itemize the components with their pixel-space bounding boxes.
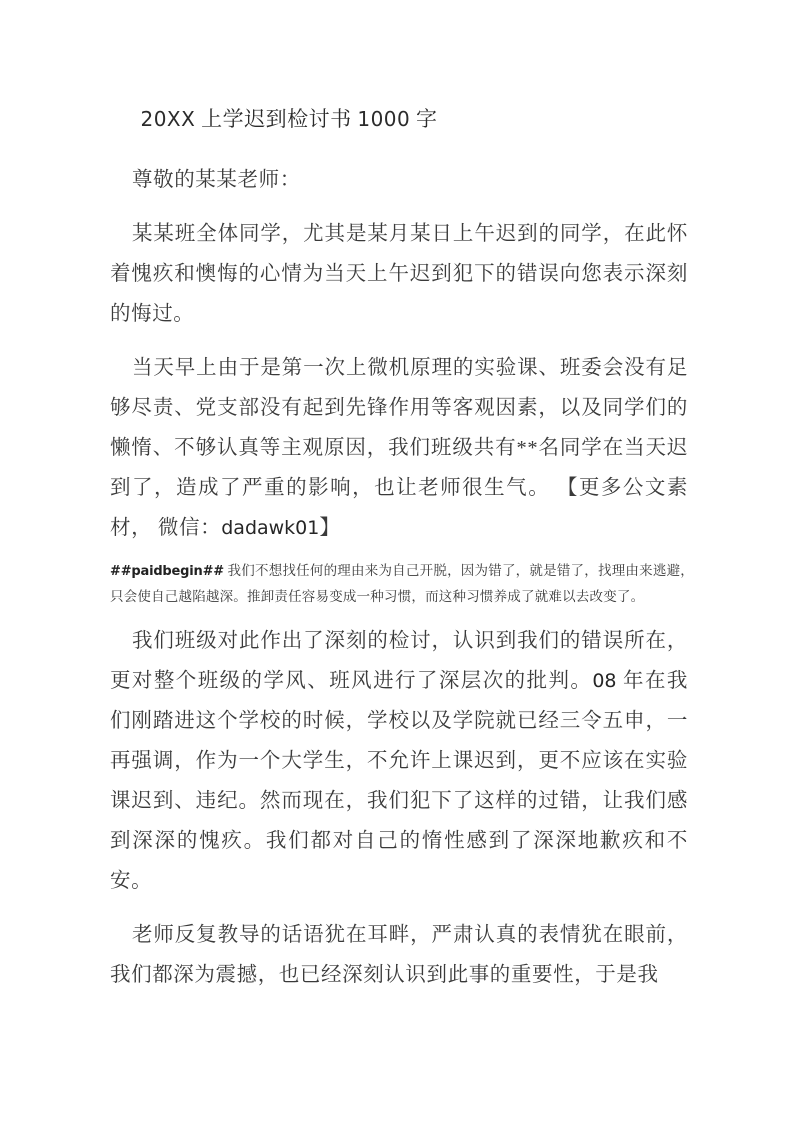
title-main-text: 上学迟到检讨书 [201,107,352,131]
title-year-prefix: 20XX [140,107,196,131]
paid-note-text: 我们不想找任何的理由来为自己开脱，因为错了，就是错了，找理由来逃避，只会使自己越陷越深。推卸责任容易变成一种习惯，而这种习惯养成了就难以去改变了。 [110,563,694,604]
salutation-paragraph: 尊敬的某某老师： [132,169,301,191]
paragraph-3-head: 我们班级对此作出了深刻的检讨，认识到我们的错误所在，更对整个班级的学风、班风进行了深层次的批判。 [110,630,688,692]
paragraph-2-text: 当天早上由于是第一次上微机原理的实验课、班委会没有足够尽责、党支部没有起到先锋作用等客观因素，以及同学们的懒惰、不够认真等主观原因，我们班级共有**名同学在当天迟到了，造成了严重的影响，也让老师很生气。 【更多公文素材， 微信： [110,357,688,539]
title-unit-character: 字 [416,107,438,131]
page-title [0,103,578,133]
paragraph-3-tail: 年在我们刚踏进这个学校的时候，学校以及学院就已经三令五申，一再强调，作为一个大学生，不允许上课迟到，更不应该在实验课迟到、违纪。然而现在，我们犯下了这样的过错，让我们感到深深的愧疚。我们都对自己的惰性感到了深深地歉疚和不安。 [110,670,688,892]
title-wordcount: 1000 [357,107,411,131]
wechat-handle: dadawk01 [221,517,320,539]
year-reference: 08 [592,670,617,692]
paid-content-note [110,558,694,609]
body-paragraph-3 [110,621,688,901]
paid-begin-marker: ##paidbegin## [110,564,224,579]
paragraph-stack [110,160,694,997]
body-paragraph-4: 老师反复教导的话语犹在耳畔，严肃认真的表情犹在眼前，我们都深为震撼，也已经深刻认识到此事的重要性，于是我 [110,924,688,986]
paragraph-2-bracket-close: 】 [319,517,341,539]
body-paragraph-1: 某某班全体同学，尤其是某月某日上午迟到的同学，在此怀着愧疚和懊悔的心情为当天上午迟到犯下的错误向您表示深刻的悔过。 [110,223,688,325]
body-paragraph-2 [110,348,688,548]
